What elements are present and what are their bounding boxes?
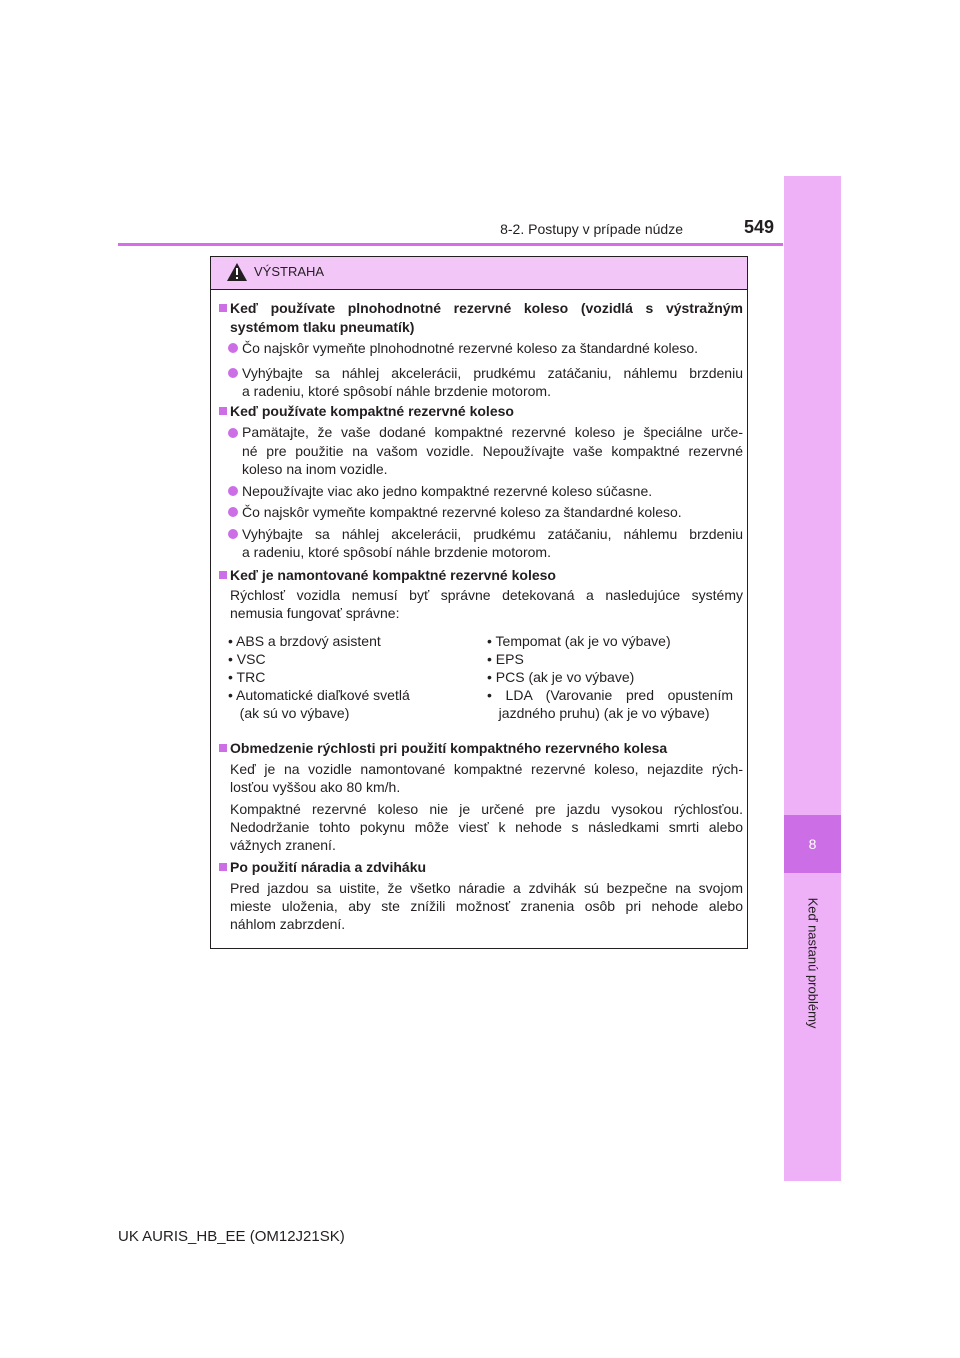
paragraph-text: nemusia fungovať správne:	[230, 605, 400, 621]
paragraph-text: losťou vyššou ako 80 km/h.	[230, 779, 401, 795]
chapter-side-tab	[784, 176, 841, 1181]
system-item: • TRC	[228, 669, 266, 685]
system-item: • EPS	[487, 651, 524, 667]
system-item: • PCS (ak je vo výbave)	[487, 669, 635, 685]
paragraph-text: mieste uloženia, aby ste znížili možnosť zranenia osôb pri nehode alebo	[230, 898, 743, 914]
paragraph-text: Rýchlosť vozidla nemusí byť správne detekovaná a nasledujúce systémy	[230, 587, 743, 603]
section-marker	[219, 571, 227, 579]
bullet-text: koleso na inom vozidle.	[242, 461, 388, 477]
section-marker	[219, 304, 227, 312]
system-item: • Tempomat (ak je vo výbave)	[487, 633, 671, 649]
paragraph-text: Keď je na vozidle namontované kompaktné rezervné koleso, nejazdite rých-	[230, 761, 743, 777]
system-item: • LDA (Varovanie pred opustením	[487, 687, 733, 703]
section-heading: Po použití náradia a zdviháku	[230, 859, 427, 875]
chapter-title-text: Keď nastanú problémy	[805, 897, 821, 1029]
section-heading: Keď je namontované kompaktné rezervné koleso	[230, 567, 556, 583]
paragraph-text: vážnych zranení.	[230, 837, 336, 853]
system-item: • Automatické diaľkové svetlá	[228, 687, 410, 703]
paragraph-text: Pred jazdou sa uistite, že všetko náradie a zdvihák sú bezpečne na svojom	[230, 880, 743, 896]
system-item: • VSC	[228, 651, 266, 667]
manual-code: UK AURIS_HB_EE (OM12J21SK)	[118, 1228, 345, 1245]
section-marker	[219, 407, 227, 415]
bullet-text: a radeniu, ktoré spôsobí náhle brzdenie motorom.	[242, 383, 551, 399]
bullet-dot	[228, 486, 238, 496]
section-marker	[219, 744, 227, 752]
section-heading: Keď používate plnohodnotné rezervné koleso (vozidlá s výstražným	[230, 300, 743, 316]
bullet-dot	[228, 343, 238, 353]
section-heading: Obmedzenie rýchlosti pri použití kompaktného rezervného kolesa	[230, 740, 668, 756]
section-title: 8-2. Postupy v prípade núdze	[500, 221, 683, 237]
bullet-text: a radeniu, ktoré spôsobí náhle brzdenie motorom.	[242, 544, 551, 560]
bullet-text: Vyhýbajte sa náhlej akcelerácii, prudkému zatáčaniu, náhlemu brzdeniu	[242, 365, 743, 381]
system-item: (ak sú vo výbave)	[228, 705, 350, 721]
bullet-text: Pamätajte, že vaše dodané kompaktné rezervné koleso je špeciálne urče-	[242, 424, 743, 440]
bullet-text: né pre použitie na vašom vozidle. Nepoužívajte vaše kompaktné rezervné	[242, 443, 743, 459]
warning-label: VÝSTRAHA	[254, 264, 325, 279]
paragraph-text: náhlom zabrzdení.	[230, 916, 346, 932]
warning-box	[210, 256, 748, 949]
system-item: jazdného pruhu) (ak je vo výbave)	[487, 705, 710, 721]
page-number: 549	[743, 217, 774, 237]
bullet-text: Čo najskôr vymeňte kompaktné rezervné koleso za štandardné koleso.	[242, 504, 682, 520]
bullet-text: Čo najskôr vymeňte plnohodnotné rezervné koleso za štandardné koleso.	[242, 340, 699, 356]
warning-header	[211, 257, 747, 290]
bullet-dot	[228, 368, 238, 378]
chapter-number-box: 8	[784, 815, 841, 873]
bullet-dot	[228, 507, 238, 517]
bullet-text: Vyhýbajte sa náhlej akcelerácii, prudkému zatáčaniu, náhlemu brzdeniu	[242, 526, 743, 542]
bullet-dot	[228, 428, 238, 438]
system-item: • ABS a brzdový asistent	[228, 633, 381, 649]
warning-triangle-icon	[226, 262, 248, 282]
paragraph-text: Nedodržanie tohto pokynu môže viesť k nehode s následkami smrti alebo	[230, 819, 743, 835]
section-marker	[219, 863, 227, 871]
section-heading: Keď používate kompaktné rezervné koleso	[230, 403, 514, 419]
paragraph-text: Kompaktné rezervné koleso nie je určené pre jazdu vysokou rýchlosťou.	[230, 801, 743, 817]
bullet-dot	[228, 529, 238, 539]
header-rule	[118, 243, 783, 246]
bullet-text: Nepoužívajte viac ako jedno kompaktné rezervné koleso súčasne.	[242, 483, 653, 499]
section-heading: systémom tlaku pneumatík)	[230, 319, 415, 335]
